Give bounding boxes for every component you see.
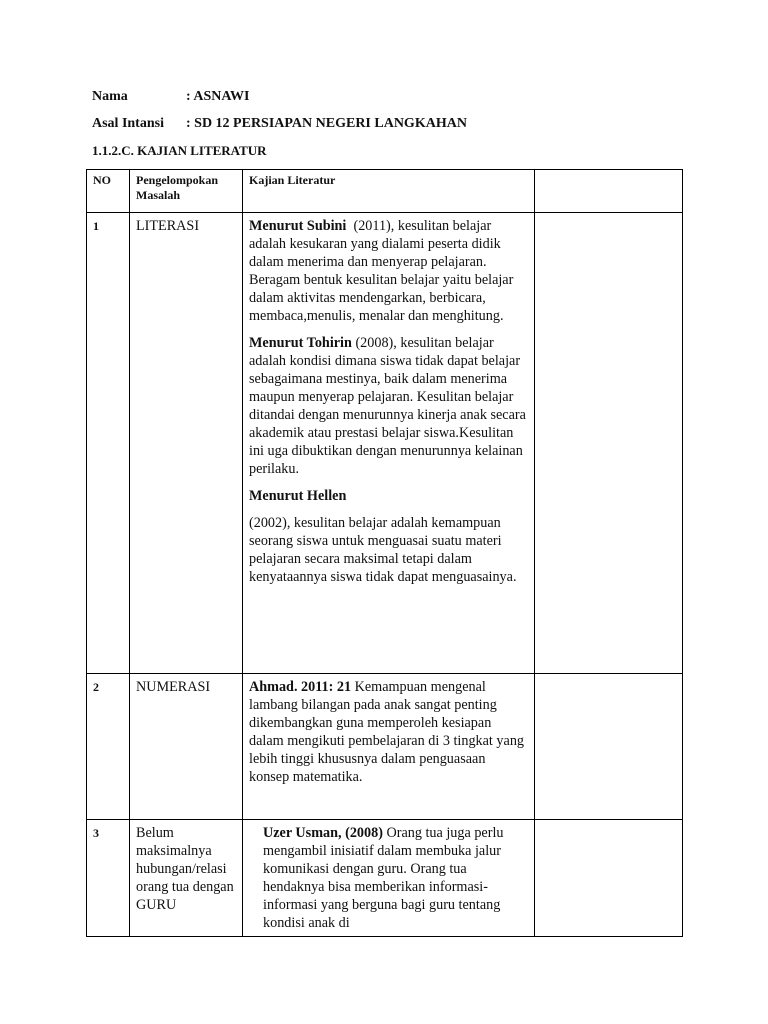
entry-text: (2002), kesulitan belajar adalah kemampuan seorang siswa untuk menguasai suatu materi pelajaran secara maksimal tetapi dalam kenyataannya siswa tidak dapat menguasainya. (249, 515, 517, 585)
row-literature (243, 674, 535, 820)
nama-value: : ASNAWI (186, 89, 250, 104)
row-group: LITERASI (130, 213, 243, 674)
asal-line (92, 116, 467, 132)
entry-author: Ahmad. 2011: 21 (249, 679, 352, 695)
row-number: 3 (87, 820, 130, 937)
row-empty-cell (535, 674, 683, 820)
literature-entry (249, 334, 528, 478)
literature-entry (249, 678, 528, 786)
section-title: 1.1.2.C. KAJIAN LITERATUR (92, 143, 267, 158)
row-number: 2 (87, 674, 130, 820)
asal-value: : SD 12 PERSIAPAN NEGERI LANGKAHAN (186, 116, 467, 131)
entry-text: (2008), kesulitan belajar adalah kondisi dimana siswa tidak dapat belajar sebagaimana mestinya, baik dalam menerima maupun menyerap pelajaran. Kesulitan belajar ditandai dengan menurunnya kinerja anak secara akademik atau prestasi belajar siswa.Kesulitan ini uga dibuktikan dengan menurunnya kelainan perilaku. (249, 335, 526, 477)
entry-text: (2011), kesulitan belajar adalah kesukaran yang dialami peserta didik dalam menerima dan menyerap pelajaran. Beragam bentuk kesulitan belajar yaitu belajar dalam aktivitas mendengarkan, berbicara, membaca,menulis, menalar dan menghitung. (249, 218, 517, 324)
row-literature (243, 213, 535, 674)
table-row (87, 820, 683, 937)
nama-line (92, 89, 249, 105)
literature-table (86, 169, 683, 937)
entry-text: Orang tua juga perlu mengambil inisiatif dalam membuka jalur komunikasi dengan guru. Orang tua hendaknya bisa memberikan informasi-informasi yang berguna bagi guru tentang kondisi anak di (263, 825, 504, 931)
header-empty (535, 170, 683, 213)
literature-entry (249, 514, 528, 586)
literature-entry (249, 217, 528, 325)
table-row (87, 674, 683, 820)
row-empty-cell (535, 213, 683, 674)
row-empty-cell (535, 820, 683, 937)
row-group: Belum maksimalnya hubungan/relasi orang tua dengan GURU (130, 820, 243, 937)
row-group: NUMERASI (130, 674, 243, 820)
entry-author: Menurut Subini (249, 218, 347, 234)
entry-text: Kemampuan mengenal lambang bilangan pada anak sangat penting dikembangkan guna memperoleh kesiapan dalam mengikuti pembelajaran di 3 tingkat yang lebih tinggi khususnya dalam penguasaan konsep matematika. (249, 679, 525, 785)
literature-entry (263, 824, 520, 932)
table-row (87, 213, 683, 674)
row-literature (243, 820, 535, 937)
header-group: Pengelompokan Masalah (130, 170, 243, 213)
literature-entry (249, 487, 528, 505)
nama-label: Nama (92, 89, 128, 104)
entry-author: Uzer Usman, (2008) (263, 825, 383, 841)
header-literature: Kajian Literatur (243, 170, 535, 213)
entry-author: Menurut Tohirin (249, 335, 352, 351)
asal-label: Asal Intansi (92, 116, 164, 131)
entry-author: Menurut Hellen (249, 488, 347, 504)
row-number: 1 (87, 213, 130, 674)
header-no: NO (87, 170, 130, 213)
table-header-row (87, 170, 683, 213)
